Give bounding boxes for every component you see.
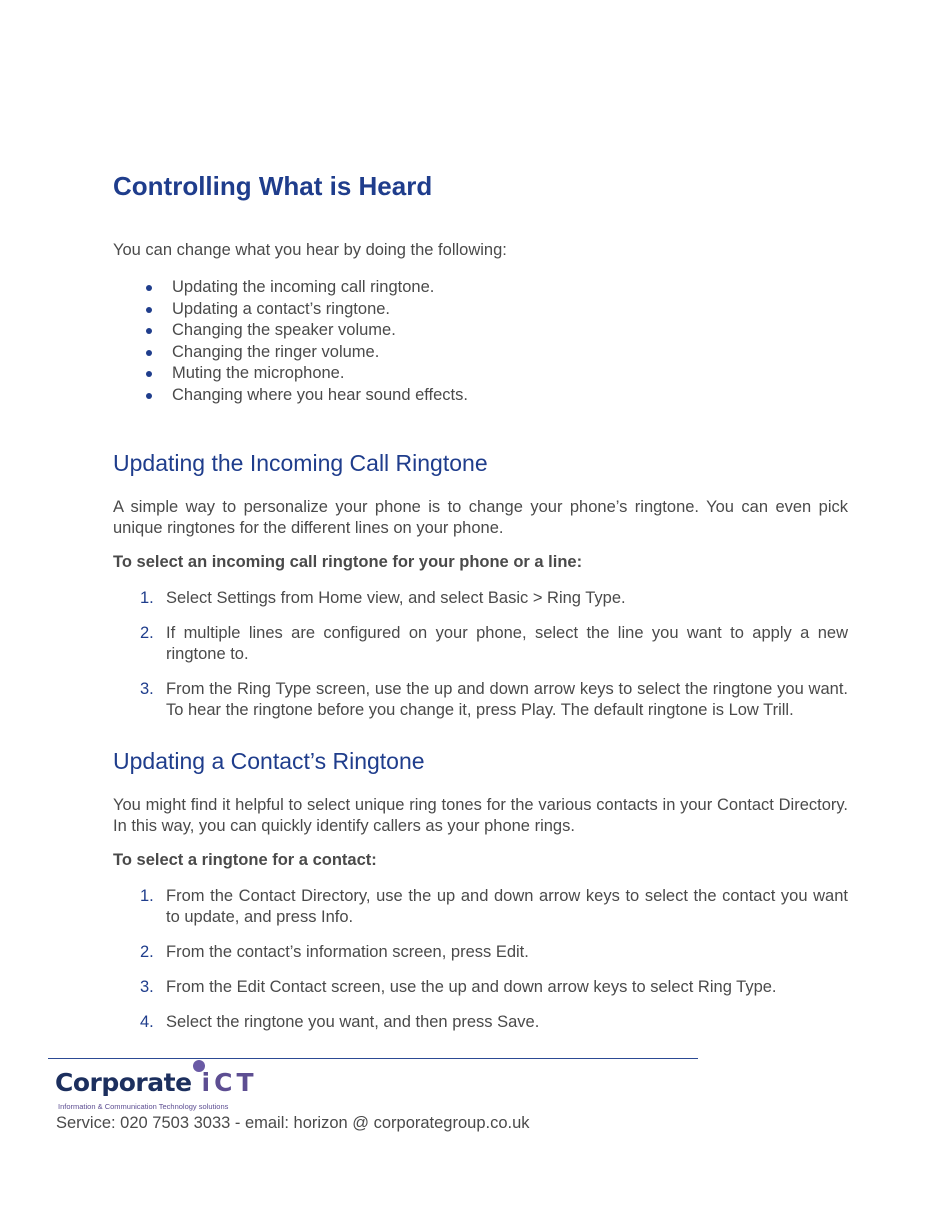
list-item: Muting the microphone. [113,363,468,385]
bullet-icon [146,350,152,356]
steps-contact-ringtone [113,886,848,1047]
footer-divider [48,1058,698,1059]
list-item: Changing where you hear sound effects. [113,385,468,407]
corporate-ict-logo [55,1060,258,1116]
section-body-contact-ringtone: You might find it helpful to select unique ring tones for the various contacts in your Contact Directory. In this way, you can quickly identify callers as your phone rings. [113,796,848,835]
step-item: 4. Select the ringtone you want, and then press Save. [140,1013,540,1031]
step-number: 3. [140,680,154,698]
list-item: Changing the speaker volume. [113,320,468,342]
step-item: 1. Select Settings from Home view, and select Basic > Ring Type. [140,589,626,607]
bullet-icon [146,285,152,291]
steps-incoming-ringtone [113,588,848,735]
page-title: Controlling What is Heard [113,171,433,201]
feature-list [113,277,468,406]
step-item: 1. From the Contact Directory, use the up and down arrow keys to select the contact you want to update, and press Info. [140,887,848,926]
section-title-contact-ringtone: Updating a Contact’s Ringtone [113,748,425,774]
list-item: Updating a contact’s ringtone. [113,299,468,321]
list-item: Updating the incoming call ringtone. [113,277,468,299]
procedure-lead-contact-ringtone: To select a ringtone for a contact: [113,851,377,869]
step-item: 2. If multiple lines are configured on your phone, select the line you want to apply a new ringtone to. [140,624,848,663]
step-number: 1. [140,589,154,607]
step-item: 2. From the contact’s information screen, press Edit. [140,943,529,961]
bullet-icon [146,393,152,399]
bullet-icon [146,328,152,334]
list-item: Changing the ringer volume. [113,342,468,364]
step-number: 4. [140,1013,154,1031]
service-contact-text: Service: 020 7503 3033 - email: horizon @ corporategroup.co.uk [56,1114,530,1132]
logo-wordmark: Corporate iCT [55,1068,258,1097]
step-item: 3. From the Ring Type screen, use the up and down arrow keys to select the ringtone you want. To hear the ringtone before you change it, press Play. The default ringtone is Low Trill. [140,680,848,719]
step-number: 1. [140,887,154,905]
section-title-incoming-ringtone: Updating the Incoming Call Ringtone [113,450,488,476]
step-number: 2. [140,624,154,642]
step-number: 2. [140,943,154,961]
bullet-icon [146,371,152,377]
intro-text: You can change what you hear by doing the following: [113,241,507,259]
procedure-lead-incoming-ringtone: To select an incoming call ringtone for your phone or a line: [113,553,583,571]
bullet-icon [146,307,152,313]
logo-tagline: Information & Communication Technology solutions [58,1102,229,1111]
section-body-incoming-ringtone: A simple way to personalize your phone is to change your phone’s ringtone. You can even pick unique ringtones for the different lines on your phone. [113,498,848,537]
step-item: 3. From the Edit Contact screen, use the up and down arrow keys to select Ring Type. [140,978,777,996]
step-number: 3. [140,978,154,996]
